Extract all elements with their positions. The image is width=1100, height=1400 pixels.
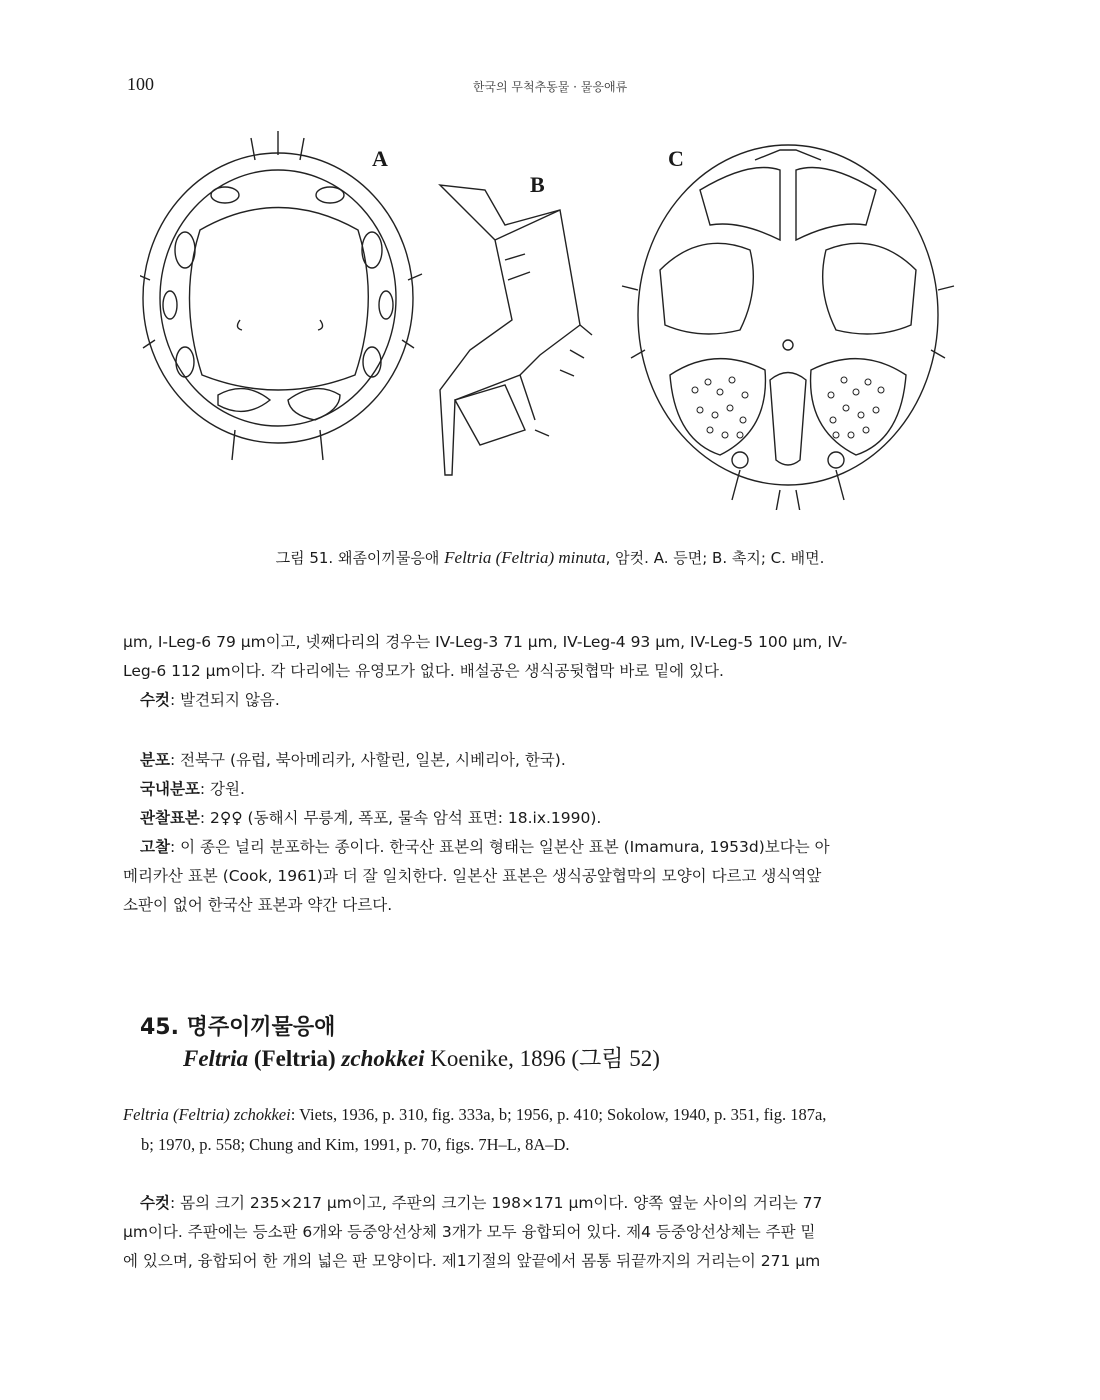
dorsal-view-drawing	[140, 131, 422, 460]
page-number: 100	[127, 74, 154, 94]
synonymy-paragraph	[123, 1100, 975, 1160]
species-name: zchokkei	[341, 1046, 425, 1071]
korean-distribution-line	[123, 775, 975, 804]
remarks-text: : 이 종은 널리 분포하는 종이다. 한국산 표본의 형태는 일본산 표본 (Imamura, 1953d)보다는 아	[169, 838, 830, 856]
male-description-paragraph	[123, 1189, 975, 1276]
remarks-label: 고찰	[140, 838, 170, 856]
description-text: : 몸의 크기 235×217 μm이고, 주판의 크기는 198×171 μm이다. 양쪽 옆눈 사이의 거리는 77	[169, 1194, 823, 1212]
specimens-text: : 2♀♀ (동해시 무릉계, 폭포, 물속 암석 표면: 18.ix.1990).	[199, 809, 602, 827]
genus-name: Feltria	[183, 1046, 249, 1071]
subgenus-name: (Feltria)	[253, 1046, 336, 1071]
distribution-label: 분포	[140, 751, 170, 769]
text-line: Leg-6 112 μm이다. 각 다리에는 유영모가 없다. 배설공은 생식공뒷협막 바로 밑에 있다.	[123, 662, 724, 680]
caption-suffix: , 암컷. A. 등면; B. 촉지; C. 배면.	[605, 549, 825, 567]
distribution-block	[123, 746, 975, 920]
male-text: : 발견되지 않음.	[169, 691, 280, 709]
korean-distribution-text: : 강원.	[199, 780, 245, 798]
section-heading: 45. 명주이끼물응애	[140, 1015, 336, 1040]
figure-caption	[0, 547, 1100, 568]
figure-label-a: A	[372, 146, 388, 171]
male-label: 수컷	[140, 691, 170, 709]
text-line: μm, I-Leg-6 79 μm이고, 넷째다리의 경우는 IV-Leg-3 71 μm, IV-Leg-4 93 μm, IV-Leg-5 100 μm, IV-	[123, 633, 848, 651]
authority-text: Koenike, 1896 (그림 52)	[424, 1046, 660, 1071]
remarks-line	[123, 833, 975, 862]
korean-distribution-label: 국내분포	[140, 780, 200, 798]
leg-measurements-paragraph	[123, 628, 975, 715]
description-line	[123, 1189, 975, 1218]
ventral-view-drawing	[622, 145, 954, 510]
figure-label-c: C	[668, 146, 684, 171]
synonymy-continuation: b; 1970, p. 558; Chung and Kim, 1991, p. 70, figs. 7H–L, 8A–D.	[141, 1135, 570, 1154]
specimens-label: 관찰표본	[140, 809, 200, 827]
running-title: 한국의 무척추동물 · 물응애류	[472, 80, 628, 94]
text-line: μm이다. 주판에는 등소판 6개와 등중앙선상체 3개가 모두 융합되어 있다. 제4 등중앙선상체는 주판 밑	[123, 1223, 816, 1241]
figure-51	[140, 130, 970, 510]
distribution-line	[123, 746, 975, 775]
figure-illustration	[140, 130, 970, 510]
description-label: 수컷	[140, 1194, 170, 1212]
synonymy-taxon: Feltria (Feltria) zchokkei	[123, 1105, 291, 1124]
caption-prefix: 그림 51. 왜좀이끼물응애	[275, 549, 445, 567]
synonymy-text: : Viets, 1936, p. 310, fig. 333a, b; 1956, p. 410; Sokolow, 1940, p. 351, fig. 187a,	[290, 1105, 827, 1124]
section-taxon	[183, 1040, 660, 1073]
figure-label-b: B	[530, 172, 545, 197]
specimens-line	[123, 804, 975, 833]
palp-drawing	[440, 185, 592, 475]
male-note	[123, 686, 975, 715]
text-line: 소판이 없어 한국산 표본과 약간 다르다.	[123, 896, 393, 914]
text-line: 메리카산 표본 (Cook, 1961)과 더 잘 일치한다. 일본산 표본은 생식공앞협막의 모양이 다르고 생식역앞	[123, 867, 822, 885]
caption-taxon: Feltria (Feltria) minuta	[444, 548, 606, 567]
distribution-text: : 전북구 (유럽, 북아메리카, 사할린, 일본, 시베리아, 한국).	[169, 751, 566, 769]
text-line: 에 있으며, 융합되어 한 개의 넓은 판 모양이다. 제1기절의 앞끝에서 몸통 뒤끝까지의 거리는이 271 μm	[123, 1252, 821, 1270]
